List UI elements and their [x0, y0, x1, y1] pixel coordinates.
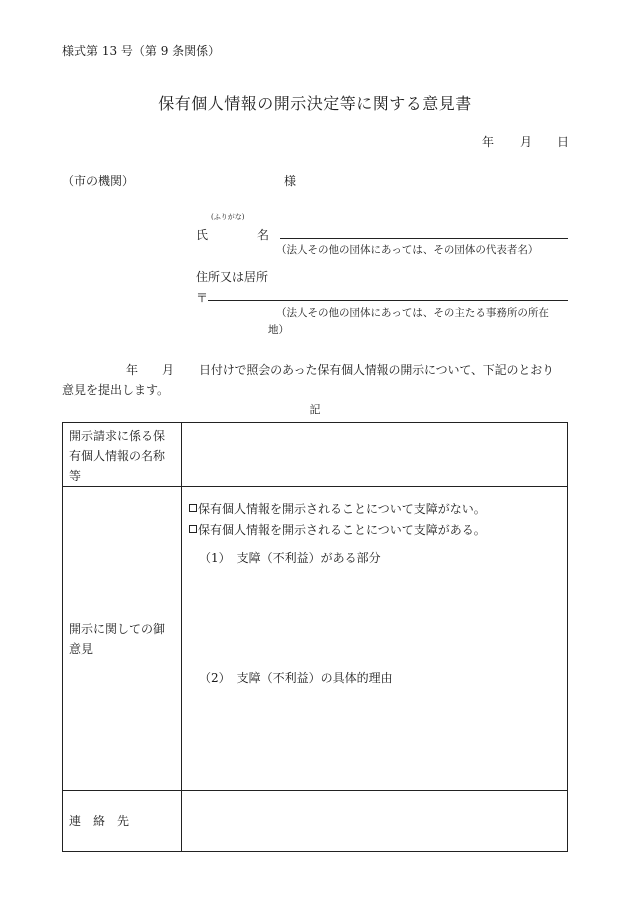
- date-year-label: 年: [482, 135, 495, 149]
- addressee-honorific: 様: [284, 174, 297, 188]
- date-day-label: 日: [557, 135, 570, 149]
- name-label-2: 名: [257, 228, 270, 242]
- postal-mark: 〒: [196, 291, 209, 305]
- address-note-line1: （法人その他の団体にあっては、その主たる事務所の所在: [276, 307, 549, 319]
- checkbox-no-issue[interactable]: [189, 504, 197, 512]
- option-issue[interactable]: [189, 521, 486, 538]
- name-note: （法人その他の団体にあっては、その団体の代表者名）: [276, 244, 539, 256]
- addressee-org: （市の機関）: [62, 174, 135, 188]
- intro-month: 月: [162, 363, 175, 377]
- option-issue-label: 保有個人情報を開示されることについて支障がある。: [198, 523, 486, 537]
- intro-year: 年: [126, 363, 139, 377]
- sub-item-1: （1） 支障（不利益）がある部分: [199, 551, 381, 565]
- furigana-label: (ふりがな): [211, 213, 245, 221]
- table-row-opinion: [63, 487, 568, 791]
- intro-line2: 意見を提出します。: [62, 383, 170, 397]
- opinion-table: [62, 422, 568, 852]
- address-label: 住所又は居所: [196, 270, 269, 284]
- option-no-issue-label: 保有個人情報を開示されることについて支障がない。: [198, 502, 486, 516]
- table-row-request-name: [63, 423, 568, 487]
- sub-item-2: （2） 支障（不利益）の具体的理由: [199, 671, 393, 685]
- contact-value[interactable]: [182, 791, 568, 852]
- form-number: 様式第 13 号（第 9 条関係）: [62, 44, 221, 58]
- ki-heading: 記: [309, 403, 321, 416]
- name-input-line[interactable]: [280, 238, 568, 239]
- request-name-value[interactable]: [182, 423, 568, 487]
- date-month-label: 月: [520, 135, 533, 149]
- contact-label: 連 絡 先: [63, 791, 182, 852]
- opinion-value: [182, 487, 568, 791]
- page-title: 保有個人情報の開示決定等に関する意見書: [158, 94, 472, 113]
- intro-line1: 日付けで照会のあった保有個人情報の開示について、下記のとおり: [199, 363, 554, 377]
- table-row-contact: [63, 791, 568, 852]
- option-no-issue[interactable]: [189, 500, 486, 517]
- checkbox-issue[interactable]: [189, 525, 197, 533]
- address-note-line2: 地）: [268, 324, 289, 336]
- address-input-line[interactable]: [208, 300, 568, 301]
- request-name-label: 開示請求に係る保有個人情報の名称等: [63, 423, 182, 487]
- opinion-label: 開示に関しての御意見: [63, 487, 182, 791]
- name-label-1: 氏: [196, 228, 209, 242]
